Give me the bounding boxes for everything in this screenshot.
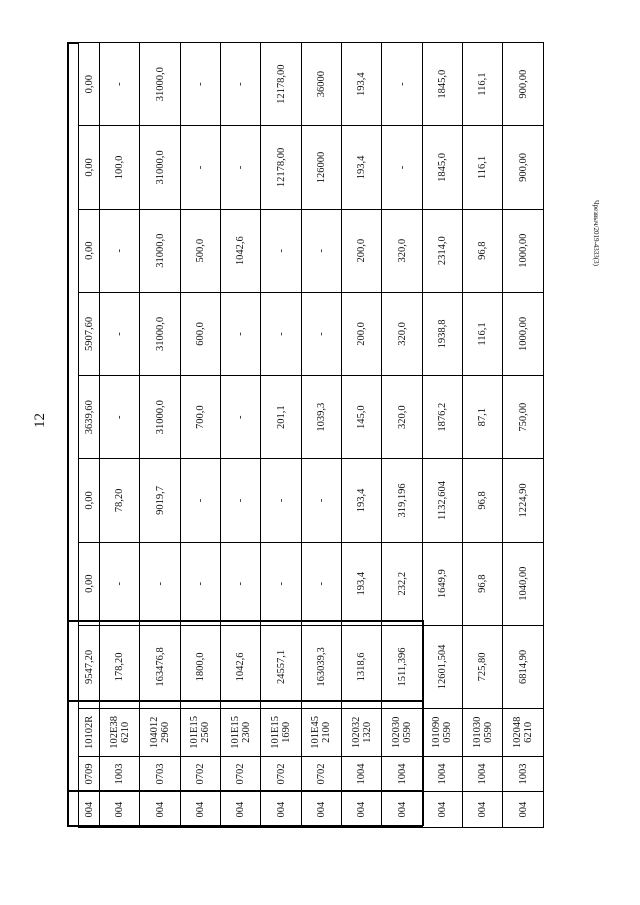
csr-cell: 104012 2960	[140, 709, 180, 757]
value-cell: 12178,00	[261, 126, 301, 209]
value-cell: 9019,7	[140, 459, 180, 542]
value-cell: -	[261, 209, 301, 292]
value-cell: 96,8	[463, 209, 503, 292]
value-cell: 9547,20	[79, 625, 100, 708]
csr-cell: 102032 1320	[342, 709, 382, 757]
value-cell: 1000,00	[503, 209, 544, 292]
ved-cell: 004	[261, 792, 301, 828]
value-cell: 1042,6	[221, 209, 261, 292]
value-cell: 31000,0	[140, 292, 180, 375]
value-cell: 31000,0	[140, 209, 180, 292]
table-row	[261, 43, 301, 828]
value-cell: -	[100, 209, 140, 292]
value-cell: -	[301, 542, 341, 625]
value-cell: -	[140, 542, 180, 625]
value-cell: -	[261, 542, 301, 625]
value-cell: -	[221, 126, 261, 209]
value-cell: 178,20	[100, 625, 140, 708]
csr-cell: 101E15 2300	[221, 709, 261, 757]
value-cell: -	[382, 126, 422, 209]
ved-cell: 004	[422, 792, 462, 828]
value-cell: 0,00	[79, 542, 100, 625]
value-cell: 193,4	[342, 459, 382, 542]
value-cell: -	[301, 209, 341, 292]
rz-cell: 0709	[79, 756, 100, 792]
value-cell: 163476,8	[140, 625, 180, 708]
value-cell: 1511,396	[382, 625, 422, 708]
rz-cell: 0702	[261, 756, 301, 792]
value-cell: 31000,0	[140, 376, 180, 459]
value-cell: 116,1	[463, 292, 503, 375]
value-cell: -	[100, 376, 140, 459]
value-cell: 163039,3	[301, 625, 341, 708]
table-row	[140, 43, 180, 828]
value-cell: -	[221, 376, 261, 459]
csr-cell: 101E15 2560	[180, 709, 220, 757]
table-row	[422, 43, 462, 828]
value-cell: 600,0	[180, 292, 220, 375]
ved-cell: 004	[100, 792, 140, 828]
table-row	[342, 43, 382, 828]
value-cell: 193,4	[342, 43, 382, 126]
value-cell: -	[382, 43, 422, 126]
value-cell: 1938,8	[422, 292, 462, 375]
value-cell: 6814,90	[503, 625, 544, 708]
value-cell: 0,00	[79, 43, 100, 126]
value-cell: 96,8	[463, 542, 503, 625]
value-cell: 232,2	[382, 542, 422, 625]
rz-cell: 1003	[100, 756, 140, 792]
rz-cell: 0702	[221, 756, 261, 792]
value-cell: 1040,00	[503, 542, 544, 625]
value-cell: 96,8	[463, 459, 503, 542]
value-cell: 725,80	[463, 625, 503, 708]
rz-cell: 1004	[463, 756, 503, 792]
ved-cell: 004	[79, 792, 100, 828]
value-cell: -	[180, 43, 220, 126]
value-cell: -	[100, 43, 140, 126]
csr-cell: 102048 6210	[503, 709, 544, 757]
value-cell: -	[221, 292, 261, 375]
table-row	[463, 43, 503, 828]
value-cell: 24557,1	[261, 625, 301, 708]
value-cell: -	[301, 459, 341, 542]
value-cell: 193,4	[342, 542, 382, 625]
value-cell: 1042,6	[221, 625, 261, 708]
rz-cell: 1004	[382, 756, 422, 792]
value-cell: 320,0	[382, 292, 422, 375]
value-cell: -	[261, 292, 301, 375]
ved-cell: 004	[503, 792, 544, 828]
value-cell: -	[100, 292, 140, 375]
csr-cell: 10102R	[79, 709, 100, 757]
value-cell: -	[301, 292, 341, 375]
value-cell: 0,00	[79, 126, 100, 209]
csr-cell: 101030 0590	[463, 709, 503, 757]
data-table-rotated	[78, 42, 544, 828]
value-cell: 900,00	[503, 126, 544, 209]
value-cell: 201,1	[261, 376, 301, 459]
value-cell: -	[180, 542, 220, 625]
page-number: 12	[32, 413, 48, 428]
value-cell: 1845,0	[422, 126, 462, 209]
value-cell: 320,0	[382, 376, 422, 459]
table-row	[382, 43, 422, 828]
value-cell: 31000,0	[140, 126, 180, 209]
value-cell: 78,20	[100, 459, 140, 542]
value-cell: 900,00	[503, 43, 544, 126]
value-cell: 1845,0	[422, 43, 462, 126]
ved-cell: 004	[463, 792, 503, 828]
ved-cell: 004	[221, 792, 261, 828]
value-cell: 200,0	[342, 292, 382, 375]
value-cell: 31000,0	[140, 43, 180, 126]
value-cell: 1000,00	[503, 292, 544, 375]
table-row	[180, 43, 220, 828]
value-cell: 5907,60	[79, 292, 100, 375]
value-cell: 36000	[301, 43, 341, 126]
value-cell: 1318,6	[342, 625, 382, 708]
value-cell: 1876,2	[422, 376, 462, 459]
document-reference: Чрезвыч/2019-4333(3)	[592, 200, 600, 266]
value-cell: 1039,3	[301, 376, 341, 459]
rz-cell: 0702	[301, 756, 341, 792]
data-table	[78, 42, 544, 828]
value-cell: -	[221, 459, 261, 542]
value-cell: -	[180, 459, 220, 542]
csr-cell: 102E38 6210	[100, 709, 140, 757]
value-cell: 145,0	[342, 376, 382, 459]
rz-cell: 1004	[422, 756, 462, 792]
table-row	[301, 43, 341, 828]
value-cell: 1800,0	[180, 625, 220, 708]
ved-cell: 004	[382, 792, 422, 828]
value-cell: -	[180, 126, 220, 209]
ved-cell: 004	[180, 792, 220, 828]
value-cell: 1649,9	[422, 542, 462, 625]
csr-cell: 101090 0590	[422, 709, 462, 757]
ved-cell: 004	[301, 792, 341, 828]
value-cell: -	[261, 459, 301, 542]
table-row	[79, 43, 100, 828]
ved-cell: 004	[140, 792, 180, 828]
rz-cell: 1003	[503, 756, 544, 792]
table-row	[221, 43, 261, 828]
csr-cell: 102030 0590	[382, 709, 422, 757]
value-cell: 1224,90	[503, 459, 544, 542]
rz-cell: 0702	[180, 756, 220, 792]
ved-cell: 004	[342, 792, 382, 828]
table-row	[100, 43, 140, 828]
value-cell: 116,1	[463, 43, 503, 126]
value-cell: 12178,00	[261, 43, 301, 126]
value-cell: -	[221, 43, 261, 126]
value-cell: 116,1	[463, 126, 503, 209]
value-cell: 700,0	[180, 376, 220, 459]
value-cell: 12601,504	[422, 625, 462, 708]
value-cell: 0,00	[79, 209, 100, 292]
value-cell: 320,0	[382, 209, 422, 292]
value-cell: 2314,0	[422, 209, 462, 292]
value-cell: 1132,604	[422, 459, 462, 542]
table-row	[503, 43, 544, 828]
value-cell: 100,0	[100, 126, 140, 209]
value-cell: 193,4	[342, 126, 382, 209]
value-cell: 126000	[301, 126, 341, 209]
value-cell: 87,1	[463, 376, 503, 459]
value-cell: 319,196	[382, 459, 422, 542]
value-cell: 0,00	[79, 459, 100, 542]
value-cell: 3639,60	[79, 376, 100, 459]
value-cell: -	[100, 542, 140, 625]
rz-cell: 1004	[342, 756, 382, 792]
value-cell: 500,0	[180, 209, 220, 292]
csr-cell: 101E15 1690	[261, 709, 301, 757]
value-cell: 750,00	[503, 376, 544, 459]
rz-cell: 0703	[140, 756, 180, 792]
value-cell: -	[221, 542, 261, 625]
csr-cell: 101E45 2100	[301, 709, 341, 757]
value-cell: 200,0	[342, 209, 382, 292]
